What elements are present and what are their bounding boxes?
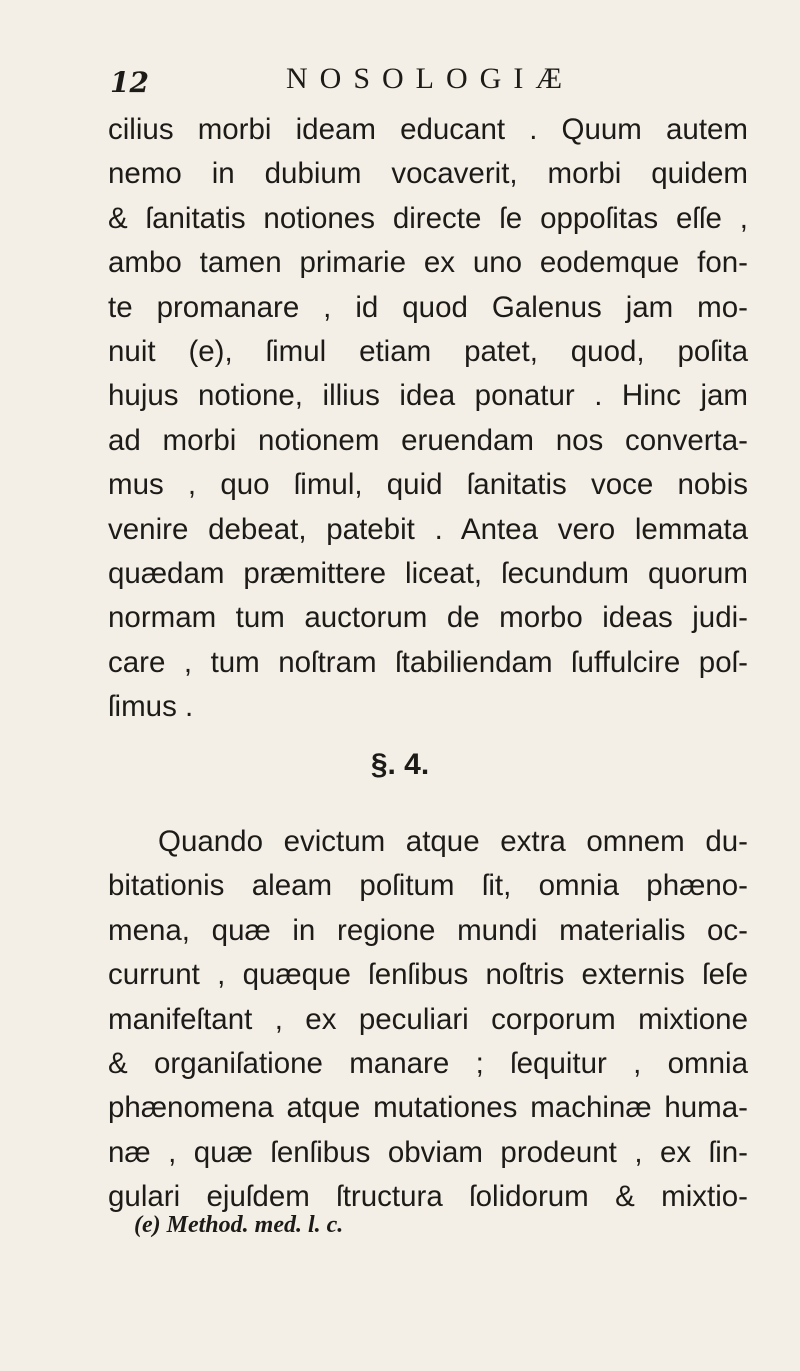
- text-line: & ſanitatis notiones directe ſe oppoſitas eſſe ,: [108, 201, 748, 235]
- text-line: phænomena atque mutationes machinæ huma-: [108, 1091, 748, 1125]
- text-line: quædam præmittere liceat, ſecundum quorum: [108, 556, 748, 590]
- page-number: 12: [110, 66, 149, 99]
- text-line: næ , quæ ſenſibus obviam prodeunt , ex ſin-: [108, 1135, 748, 1169]
- text-line: cilius morbi ideam educant . Quum autem: [108, 113, 748, 146]
- running-title: NOSOLOGIÆ: [286, 62, 574, 95]
- footnote: (e) Method. med. l. c.: [134, 1212, 344, 1238]
- text-line: Quando evictum atque extra omnem du-: [158, 825, 748, 858]
- text-line: hujus notione, illius idea ponatur . Hinc jam: [108, 379, 748, 413]
- text-line: care , tum noſtram ſtabiliendam ſuffulcire poſ-: [108, 645, 748, 679]
- text-line: mena, quæ in regione mundi materialis oc-: [108, 913, 748, 947]
- paragraph-2: [108, 820, 748, 1220]
- text-line: manifeſtant , ex peculiari corporum mixtione: [108, 1002, 748, 1036]
- text-line: ambo tamen primarie ex uno eodemque fon-: [108, 246, 748, 280]
- text-line: currunt , quæque ſenſibus noſtris externis ſeſe: [108, 958, 748, 992]
- text-line: venire debeat, patebit . Antea vero lemmata: [108, 512, 748, 546]
- text-line: nemo in dubium vocaverit, morbi quidem: [108, 157, 748, 191]
- text-line: & organiſatione manare ; ſequitur , omnia: [108, 1046, 748, 1080]
- text-line: gulari ejuſdem ſtructura ſolidorum & mixtio-: [108, 1180, 748, 1214]
- text-line: ſimus .: [108, 690, 194, 724]
- text-line: bitationis aleam poſitum ſit, omnia phæno-: [108, 869, 748, 903]
- text-line: te promanare , id quod Galenus jam mo-: [108, 290, 748, 324]
- text-line: mus , quo ſimul, quid ſanitatis voce nobis: [108, 468, 748, 502]
- paragraph-1: [108, 108, 748, 729]
- text-line: normam tum auctorum de morbo ideas judi-: [108, 601, 748, 635]
- section-heading: §. 4.: [370, 748, 430, 781]
- running-head: [100, 62, 740, 102]
- text-line: ad morbi notionem eruendam nos converta-: [108, 423, 748, 457]
- text-line: nuit (e), ſimul etiam patet, quod, poſita: [108, 334, 748, 368]
